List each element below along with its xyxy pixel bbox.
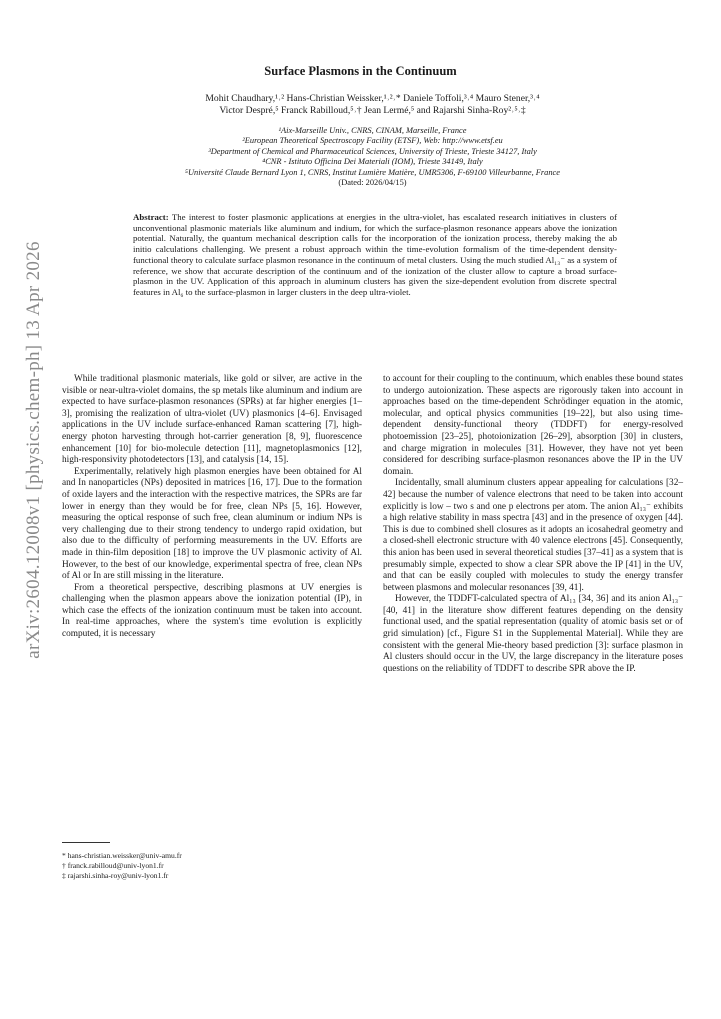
footnote-email: † franck.rabilloud@univ-lyon1.fr <box>62 860 164 870</box>
affiliation-5: ⁵Université Claude Bernard Lyon 1, CNRS, Institut Lumière Matière, UMR5306, F-69100 Villeurbanne, France <box>185 167 560 177</box>
paragraph: to account for their coupling to the continuum, which enables these bound states to undergo autoionization. These aspects are rigorously taken into account in approaches based on the time-dependent Schrödinger equation in the atomic, molecular, and optical physics communities [19–22], but also using time-dependent density-functional theory (TDDFT) for energy-resolved photoemission [23–25], photoionization [26–29], absorption [30] in clusters, and charge migration in molecules [31]. However, they have not yet been considered for describing surface-plasmon resonances above the IP in the UV domain. <box>383 374 683 477</box>
affiliation-2: ²European Theoretical Spectroscopy Facility (ETSF), Web: http://www.etsf.eu <box>242 136 503 146</box>
author-line-1: Mohit Chaudhary,¹˒² Hans-Christian Weissker,¹˒²˒* Daniele Toffoli,³˒⁴ Mauro Stener,³˒⁴ <box>205 93 540 104</box>
date-line: (Dated: 2026/04/15) <box>338 178 407 188</box>
right-body-column <box>383 374 683 675</box>
footnote-list <box>62 851 362 880</box>
paragraph: However, the TDDFT-calculated spectra of Al₁₃ [34, 36] and its anion Al₁₃⁻ [40, 41] in the literature show different features depending on the density functional used, and the spatial representation (quality of atomic basis set or of grid simulation) [cf., Figure S1 in the Supplemental Material]. While they are consistent with the general Mie-theory based prediction [3]: surface plasmon in Al clusters should occur in the UV, the large discrepancy in the literature poses questions on the reliability of TDDFT to describe SPR above the IP. <box>383 594 683 674</box>
arxiv-identifier-stamp <box>22 240 46 660</box>
abstract-text: The interest to foster plasmonic applications at energies in the ultra-violet, has escalated research initiatives in clusters of unconventional plasmonic materials like aluminum and indium, for which the surface-plasmon resonance appears above the ionization potential. Naturally, the quantum mechanical description calls for the incorporation of the ionization process, thereby making the ab initio calculations challenging. We present a robust approach within the time-evolution formalism of the time-dependent density-functional theory to calculate surface plasmon resonance in the continuum of metal clusters. Using the much studied Al₁₃⁻ as a system of reference, we show that accurate description of the continuum and of the ionization of the cluster allow to capture a broad surface-plasmon in the UV. Application of this approach in aluminum clusters has given the size-dependent evolution from discrete spectral features in Al₆ to the surface-plasmon in larger clusters in the deep ultra-violet. <box>133 212 618 297</box>
abstract-block <box>133 212 617 298</box>
affiliation-list <box>70 126 675 188</box>
abstract-label: Abstract: <box>133 212 169 222</box>
author-line-2: Victor Despré,⁵ Franck Rabilloud,⁵˒† Jean Lermé,⁵ and Rajarshi Sinha-Roy²˒⁵˒‡ <box>219 105 526 117</box>
footnote-divider <box>62 842 110 843</box>
footnote-email: * hans-christian.weissker@univ-amu.fr <box>62 851 182 860</box>
paper-title: Surface Plasmons in the Continuum <box>264 64 457 78</box>
footnote-email: ‡ rajarshi.sinha-roy@univ-lyon1.fr <box>62 870 169 880</box>
left-body-column <box>62 374 362 641</box>
paragraph: Experimentally, relatively high plasmon energies have been obtained for Al and In nanoparticles (NPs) deposited in matrices [16, 17]. Due to the formation of oxide layers and the interaction with the respective matrices, the SPRs are far lower in energy than they would be for free, clean NPs [5, 16]. However, measuring the optical response of such free, clean aluminum or indium NPs is very challenging due to their strong tendency to undergo rapid oxidation, but also due to the difficulty of performing measurements in the UV. Efforts are made in thin-film deposition [18] to improve the UV plasmonic activity of Al. However, to the best of our knowledge, experimental spectra of free, clean NPs of Al or In are still missing in the literature. <box>62 466 362 582</box>
arxiv-identifier-text: arXiv:2604.12008v1 [physics.chem-ph] 13 Apr 2026 <box>23 241 45 659</box>
author-list <box>80 93 665 118</box>
paragraph: From a theoretical perspective, describing plasmons at UV energies is challenging when the plasmon appears above the ionization potential (IP), in which case the effects of the ionization continuum must be taken into account. In real-time approaches, where the system's time evolution is explicitly computed, it is necessary <box>62 582 362 640</box>
paragraph: While traditional plasmonic materials, like gold or silver, are active in the visible or near-ultra-violet domains, the sp metals like aluminum and indium are expected to have surface-plasmon resonances (SPRs) at far higher energies [1–3], promising the realization of ultra-violet (UV) plasmonics [4–6]. Envisaged applications in the UV include surface-enhanced Raman scattering [7], high-energy photon harvesting through hot-carrier generation [8, 9], fluorescence enhancement [10] for bio-molecule detection [11], magnetoplasmonics [12], high-responsivity photodetectors [13], and catalysis [14, 15]. <box>62 374 362 466</box>
affiliation-4: ⁴CNR - Istituto Officina Dei Materiali (IOM), Trieste 34149, Italy <box>262 157 483 167</box>
paragraph: Incidentally, small aluminum clusters appear appealing for calculations [32–42] because the number of valence electrons that need to be taken into account explicitly is low – two s and one p electrons per atom. The anion Al₁₃⁻ exhibits a high relative stability in mass spectra [43] and in the presence of oxygen [44]. This is due to combined shell closures as it adopts an icosahedral geometry and a closed-shell electronic structure with 40 valence electrons [45]. Consequently, this anion has been used in several theoretical studies [37–41] as a system that is presumably simple, expected to show a clear SPR above the IP [41] in the UV, and that can be easily coupled with molecules to study the energy transfer between plasmons and molecular resonances [39, 41]. <box>383 478 683 593</box>
affiliation-3: ³Department of Chemical and Pharmaceutical Sciences, University of Trieste, Trieste 34127, Italy <box>208 146 537 156</box>
affiliation-1: ¹Aix-Marseille Univ., CNRS, CINAM, Marseille, France <box>278 126 467 135</box>
